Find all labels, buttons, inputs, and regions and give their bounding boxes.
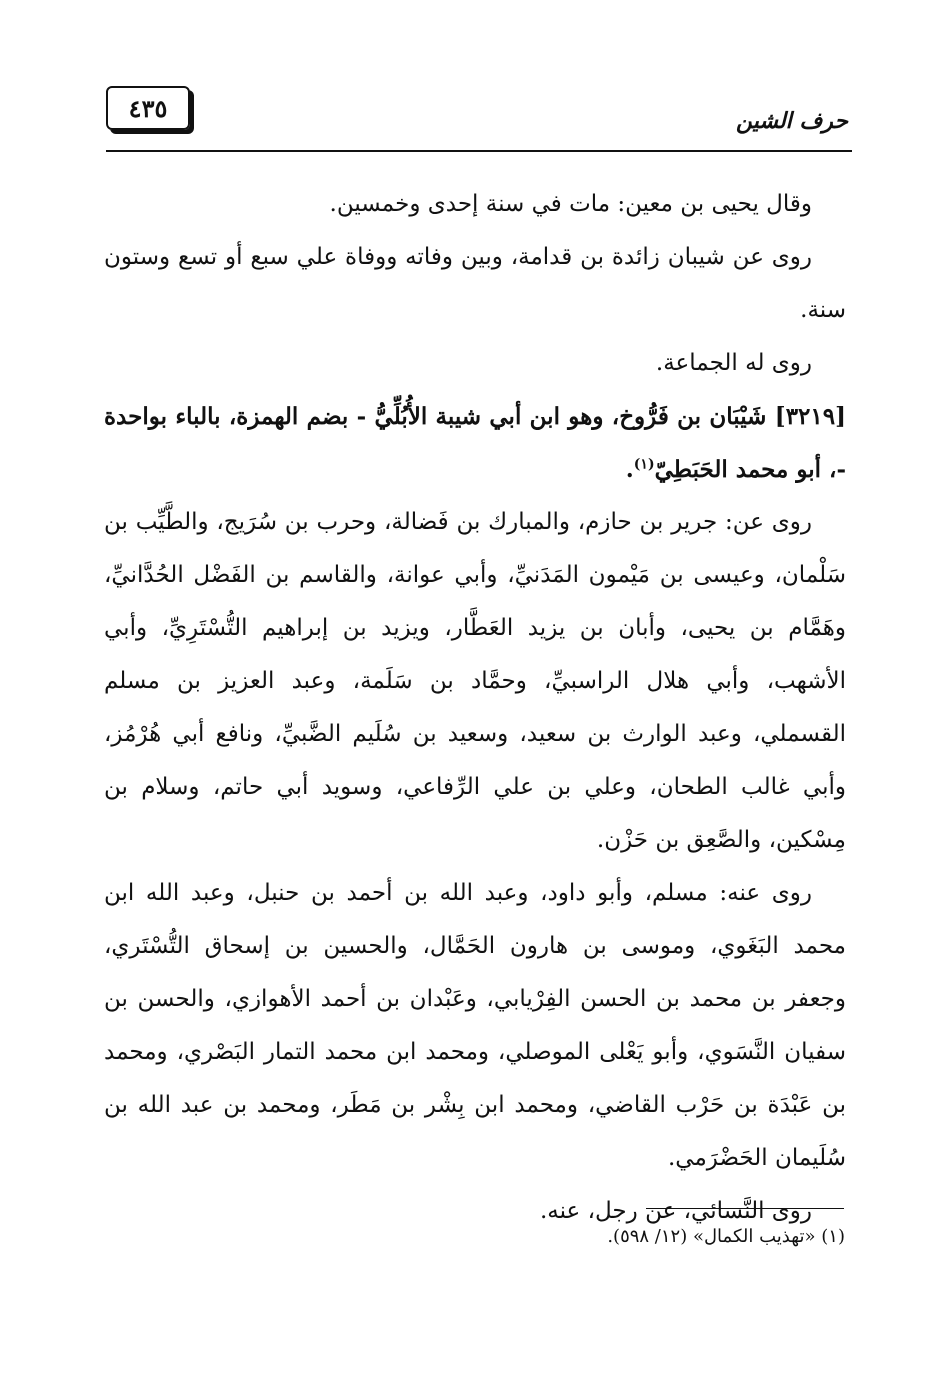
footnote-rule — [646, 1208, 844, 1209]
entry-heading-end: . — [625, 456, 634, 483]
page-number: ٤٣٥ — [128, 93, 168, 123]
running-title: حرف الشين — [735, 108, 848, 134]
paragraph-narrated-by-group: روى له الجماعة. — [655, 350, 812, 376]
paragraph-shayban-note: روى عن شيبان زائدة بن قدامة، وبين وفاته ووفاة علي سبع أو تسع وستون سنة. — [104, 244, 846, 323]
main-text — [104, 178, 846, 1238]
footnote-reference: (١) — [633, 456, 655, 473]
header-rule — [106, 150, 852, 152]
page-number-box — [106, 86, 190, 130]
entry-heading-text: [٣٢١٩] شَيْبَان بن فَرُّوخ، وهو ابن أبي شيبة الأُبُلِّيُّ - بضم الهمزة، بالباء بواحدة -، أبو محمد الحَبَطِيّ — [104, 403, 846, 483]
paragraph-death-date: وقال يحيى بن معين: مات في سنة إحدى وخمسين. — [329, 191, 812, 217]
paragraph-students: روى عنه: مسلم، وأبو داود، وعبد الله بن أحمد بن حنبل، وعبد الله ابن محمد البَغَوي، وموسى بن هارون الحَمَّال، والحسين بن إسحاق التُّسْتَري، وجعفر بن محمد بن الحسن الفِرْيابي، وعَبْدان بن أحمد الأهوازي، والحسن بن سفيان النَّسَوي، وأبو يَعْلى الموصلي، ومحمد ابن محمد التمار البَصْري، ومحمد بن عَبْدَة بن حَرْب القاضي، ومحمد ابن بِشْر بن مَطَر، ومحمد بن عبد الله بن سُلَيمان الحَضْرَمي. — [104, 880, 846, 1171]
paragraph-nasai: روى النَّسائي، عن رجل، عنه. — [539, 1198, 812, 1224]
entry-heading — [104, 390, 846, 496]
footnote: (١) «تهذيب الكمال» (١٢/ ٥٩٨). — [607, 1226, 845, 1247]
paragraph-teachers: روى عن: جرير بن حازم، والمبارك بن فَضالة، وحرب بن سُرَيج، والطَّيِّب بن سَلْمان، وعيسى بن مَيْمون المَدَنيِّ، وأبي عوانة، والقاسم بن الفَضْل الحُدَّانيِّ، وهَمَّام بن يحيى، وأبان بن يزيد العَطَّار، ويزيد بن إبراهيم التُّسْتَرِيِّ، وأبي الأشهب، وأبي هلال الراسبيِّ، وحمَّاد بن سَلَمة، وعبد العزيز بن مسلم القسملي، وعبد الوارث بن سعيد، وسعيد بن سُلَيم الضَّبيِّ، ونافع أبي هُرْمُز، وأبي غالب الطحان، وعلي بن علي الرِّفاعي، وسويد أبي حاتم، وسلام بن مِسْكين، والصَّعِق بن حَزْن. — [104, 509, 846, 853]
